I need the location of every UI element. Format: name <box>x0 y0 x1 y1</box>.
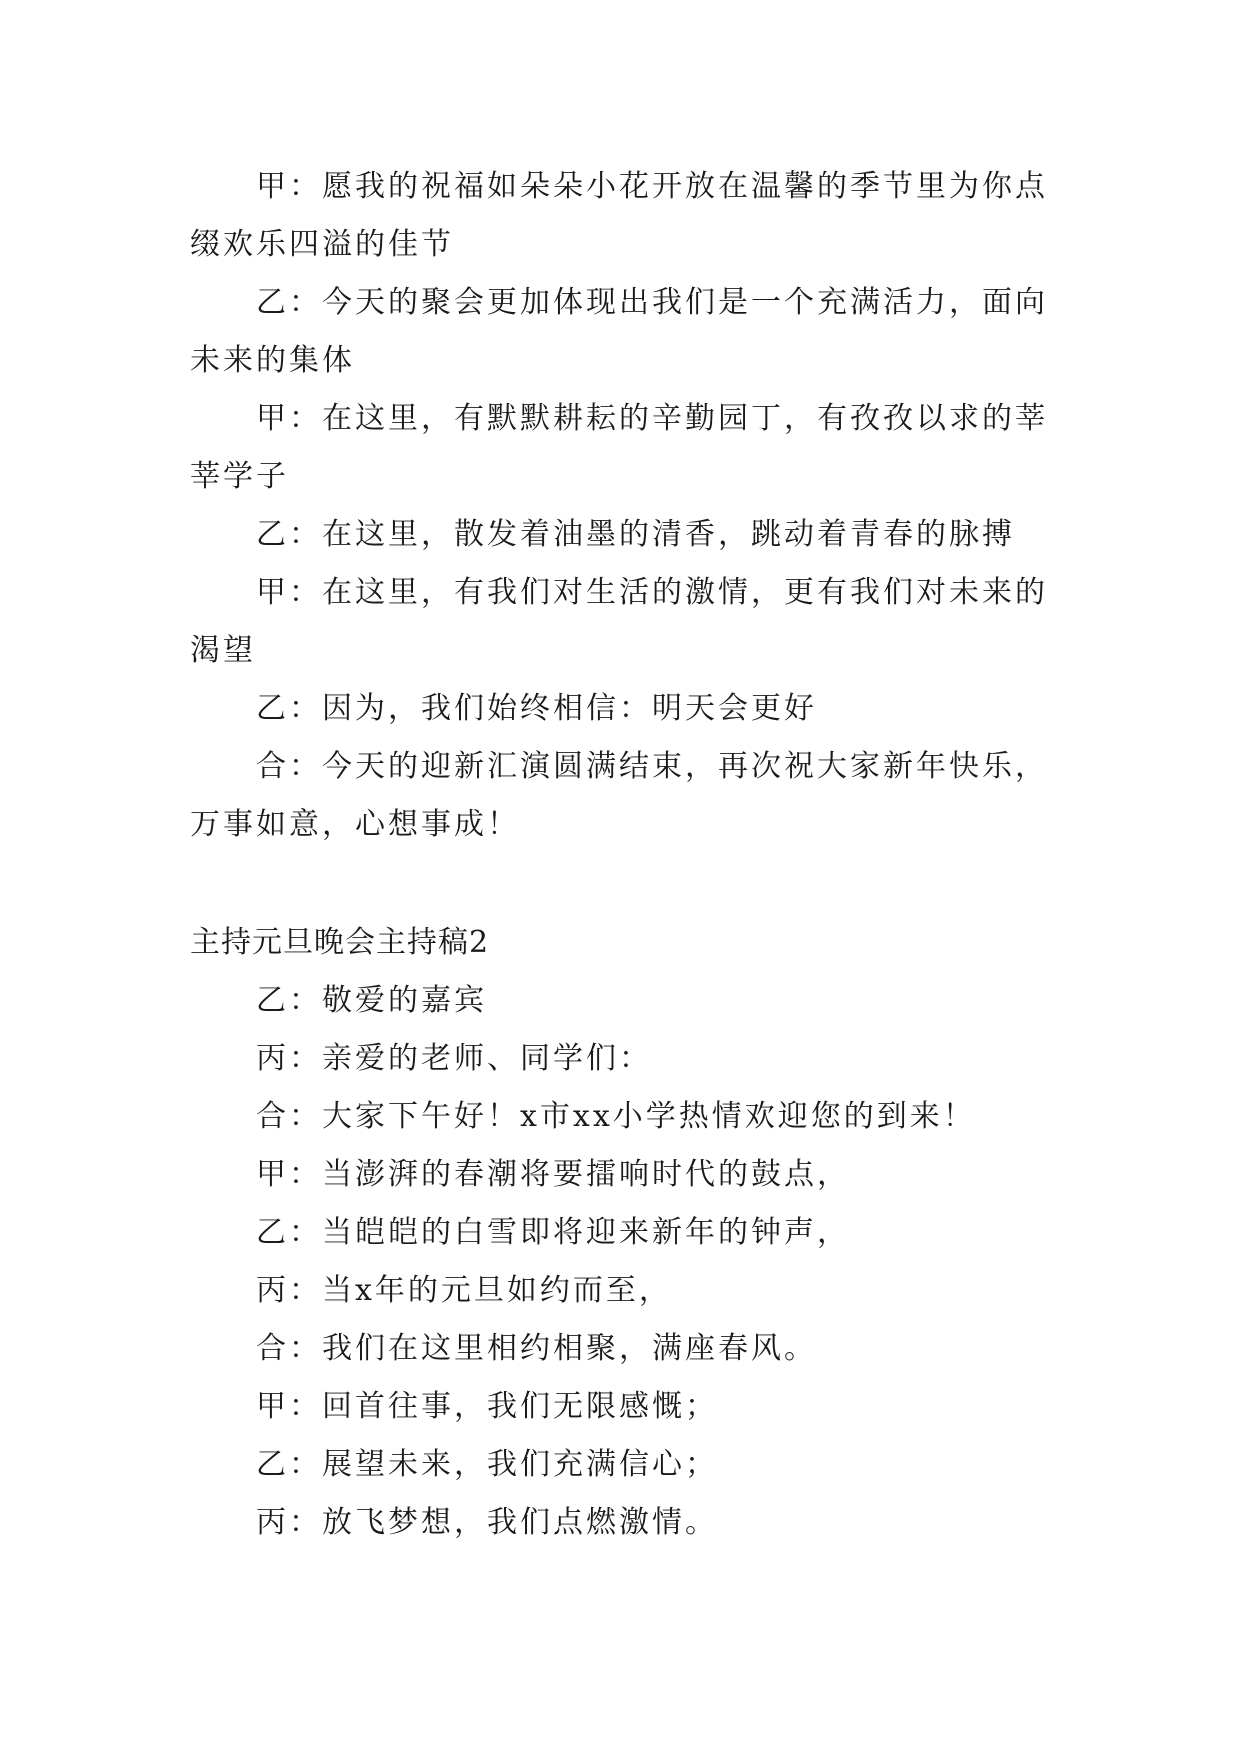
paragraph: 甲：愿我的祝福如朵朵小花开放在温馨的季节里为你点缀欢乐四溢的佳节 <box>190 169 1048 262</box>
script-line: 乙：当皑皑的白雪即将迎来新年的钟声， <box>256 1215 850 1250</box>
paragraph: 甲：在这里，有我们对生活的激情，更有我们对未来的渴望 <box>190 575 1048 668</box>
script-line: 合：我们在这里相约相聚，满座春风。 <box>256 1331 817 1366</box>
paragraph: 乙：今天的聚会更加体现出我们是一个充满活力，面向未来的集体 <box>190 285 1048 378</box>
paragraph: 合：今天的迎新汇演圆满结束，再次祝大家新年快乐，万事如意，心想事成！ <box>190 749 1048 842</box>
script-line: 丙：亲爱的老师、同学们： <box>256 1041 652 1076</box>
paragraph: 乙：在这里，散发着油墨的清香，跳动着青春的脉搏 <box>256 517 1015 552</box>
script-line: 甲：当澎湃的春潮将要擂响时代的鼓点， <box>256 1157 850 1192</box>
script-line: 丙：放飞梦想，我们点燃激情。 <box>256 1505 718 1540</box>
script-line: 乙：展望未来，我们充满信心； <box>256 1447 718 1482</box>
script-line: 合：大家下午好！x市xx小学热情欢迎您的到来！ <box>256 1099 976 1134</box>
section-heading: 主持元旦晚会主持稿2 <box>190 925 490 960</box>
paragraph: 甲：在这里，有默默耕耘的辛勤园丁，有孜孜以求的莘莘学子 <box>190 401 1048 494</box>
script-line: 乙：敬爱的嘉宾 <box>256 983 487 1018</box>
script-line: 丙：当x年的元旦如约而至， <box>256 1273 672 1308</box>
script-line: 甲：回首往事，我们无限感慨； <box>256 1389 718 1424</box>
document-body <box>190 158 1070 1552</box>
paragraph: 乙：因为，我们始终相信：明天会更好 <box>256 691 817 726</box>
